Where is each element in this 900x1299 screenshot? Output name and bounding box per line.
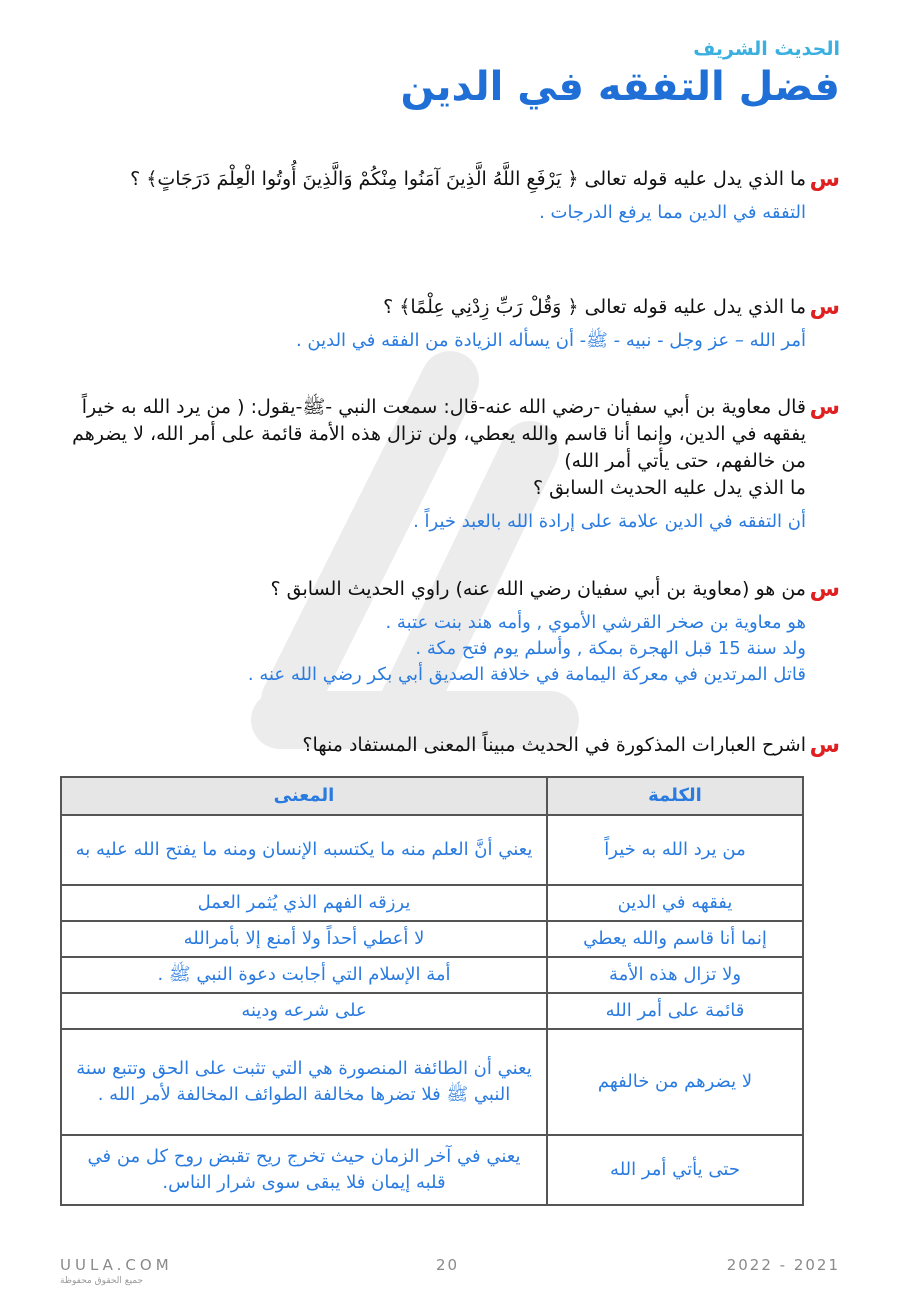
question-text: اشرح العبارات المذكورة في الحديث مبيناً المعنى المستفاد منها؟: [302, 734, 806, 756]
qa-block-4: [60, 576, 840, 688]
question-marker: س: [809, 167, 840, 192]
question-text: ما الذي يدل عليه قوله تعالى ﴿ يَرْفَعِ اللَّهُ الَّذِينَ آمَنُوا مِنْكُمْ وَالَّذِينَ أُوتُوا الْعِلْمَ دَرَجَاتٍ﴾ ؟: [130, 168, 806, 190]
question-5: [60, 732, 840, 759]
footer-rights: جميع الحقوق محفوظة: [60, 1276, 144, 1286]
cell-meaning: يرزقه الفهم الذي يُثمر العمل: [61, 885, 547, 921]
vocabulary-table: [60, 776, 804, 1206]
subject-label: الحديث الشريف: [693, 38, 840, 60]
cell-meaning: يعني أنَّ العلم منه ما يكتسبه الإنسان ومنه ما يفتح الله عليه به: [61, 815, 547, 885]
cell-meaning: أمة الإسلام التي أجابت دعوة النبي ﷺ .: [61, 957, 547, 993]
answer-2: أمر الله – عز وجل - نبيه - ﷺ- أن يسأله الزيادة من الفقه في الدين .: [295, 330, 806, 351]
table-row: [61, 815, 803, 885]
answer-line: ولد سنة 15 قبل الهجرة بمكة , وأسلم يوم فتح مكة .: [415, 638, 806, 659]
cell-meaning: يعني في آخر الزمان حيث تخرج ريح تقبض روح كل من في قلبه إيمان فلا يبقى سوى شرار الناس.: [61, 1135, 547, 1205]
answer-line: هو معاوية بن صخر القرشي الأموي , وأمه هند بنت عتبة .: [385, 612, 806, 633]
question-marker: س: [809, 733, 840, 758]
table-row: [61, 993, 803, 1029]
question-marker: س: [809, 395, 840, 420]
table-header-row: [61, 777, 803, 815]
table-row: [61, 1135, 803, 1205]
table-row: [61, 921, 803, 957]
qa-block-1: [60, 166, 840, 226]
cell-word: حتى يأتي أمر الله: [547, 1135, 803, 1205]
footer-year: 2022 - 2021: [726, 1256, 840, 1274]
header-word: الكلمة: [547, 777, 803, 815]
question-text: ما الذي يدل عليه الحديث السابق ؟: [532, 477, 806, 499]
answer-4: [60, 610, 840, 688]
footer-brand: UULA.COM: [60, 1256, 173, 1274]
cell-meaning: يعني أن الطائفة المنصورة هي التي تثبت على الحق وتتبع سنة النبي ﷺ فلا تضرها مخالفة الطوائف المخالفة لأمر الله .: [61, 1029, 547, 1135]
table-row: [61, 957, 803, 993]
cell-word: ولا تزال هذه الأمة: [547, 957, 803, 993]
question-marker: س: [809, 577, 840, 602]
cell-meaning: لا أعطي أحداً ولا أمنع إلا بأمرالله: [61, 921, 547, 957]
qa-block-2: [60, 294, 840, 354]
cell-word: يفقهه في الدين: [547, 885, 803, 921]
answer-line: قاتل المرتدين في معركة اليمامة في خلافة الصديق أبي بكر رضي الله عنه .: [247, 664, 806, 685]
question-3: [60, 394, 840, 502]
question-text: من هو (معاوية بن أبي سفيان رضي الله عنه) راوي الحديث السابق ؟: [270, 578, 806, 600]
cell-word: إنما أنا قاسم والله يعطي: [547, 921, 803, 957]
answer-1: التفقه في الدين مما يرفع الدرجات .: [539, 202, 806, 223]
question-marker: س: [809, 295, 840, 320]
question-1: [60, 166, 840, 193]
table-row: [61, 1029, 803, 1135]
header-meaning: المعنى: [61, 777, 547, 815]
question-text: ما الذي يدل عليه قوله تعالى ﴿ وَقُلْ رَبِّ زِدْنِي عِلْمًا﴾ ؟: [383, 296, 806, 318]
cell-word: من يرد الله به خيراً: [547, 815, 803, 885]
table-row: [61, 885, 803, 921]
cell-word: قائمة على أمر الله: [547, 993, 803, 1029]
page-title: فضل التفقه في الدين: [400, 64, 840, 110]
hadith-text: قال معاوية بن أبي سفيان -رضي الله عنه-قال: سمعت النبي -ﷺ-يقول: ( من يرد الله به خيراً يفقهه في الدين، وإنما أنا قاسم والله يعطي، ولن تزال هذه الأمة قائمة على أمر الله، لا يضرهم من خالفهم، حتى يأتي أمر الله): [72, 396, 806, 472]
page-number: 20: [436, 1256, 460, 1274]
question-2: [60, 294, 840, 321]
cell-meaning: على شرعه ودينه: [61, 993, 547, 1029]
qa-block-5: [60, 732, 840, 759]
cell-word: لا يضرهم من خالفهم: [547, 1029, 803, 1135]
answer-3: أن التفقه في الدين علامة على إرادة الله بالعبد خيراً .: [413, 511, 806, 532]
question-4: [60, 576, 840, 603]
qa-block-3: [60, 394, 840, 535]
